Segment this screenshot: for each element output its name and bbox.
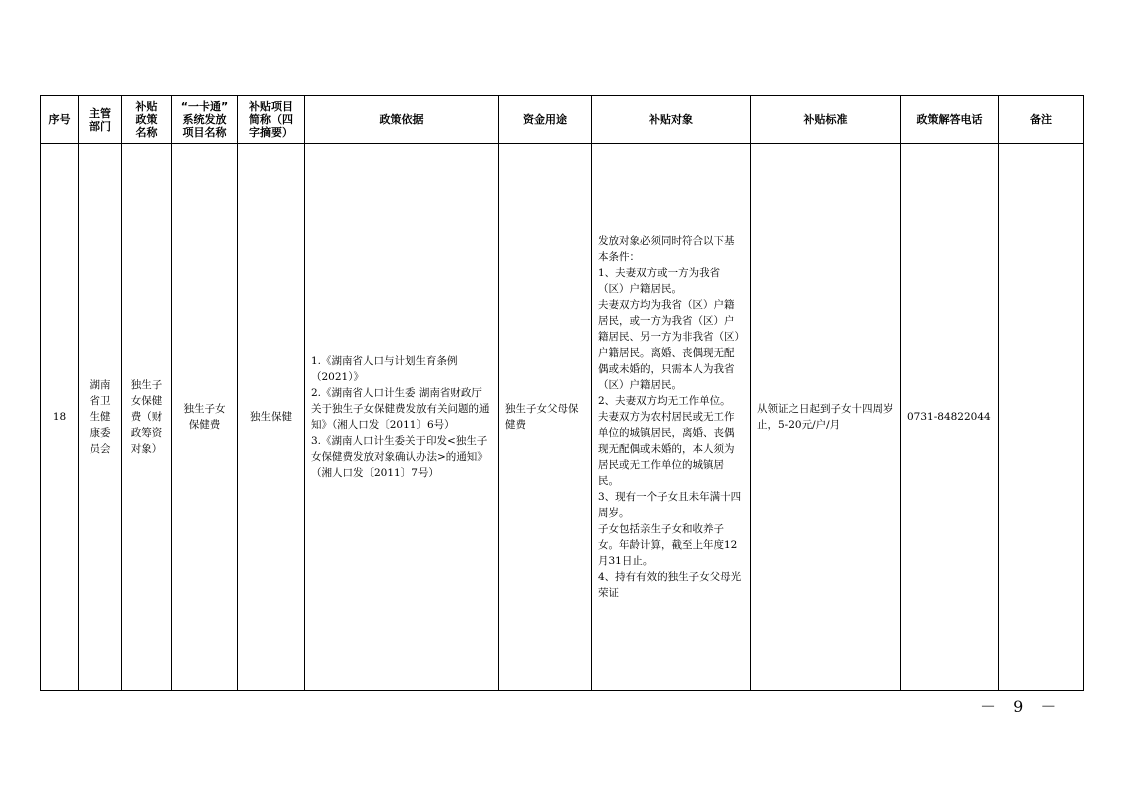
cell-seq: 18 — [41, 144, 79, 691]
header-standard: 补贴标准 — [751, 96, 901, 144]
header-phone: 政策解答电话 — [901, 96, 999, 144]
header-basis: 政策依据 — [305, 96, 499, 144]
cell-basis: 1.《湖南省人口与计划生育条例（2021）》 2.《湖南省人口计生委 湖南省财政厅关于独生子女保健费发放有关问题的通知》（湘人口发〔2011〕6号） 3.《湖南人口计生委关于印发<独生子女保健费发放对象确认办法>的通知》（湘人口发〔2011〕7号） — [305, 144, 499, 691]
header-target: 补贴对象 — [592, 96, 751, 144]
header-abbr: 补贴项目 简称（四 字摘要） — [238, 96, 305, 144]
cell-fund-use: 独生子女父母保健费 — [499, 144, 592, 691]
header-fund-use: 资金用途 — [499, 96, 592, 144]
cell-target: 发放对象必须同时符合以下基本条件： 1、夫妻双方或一方为我省（区）户籍居民。 夫妻双方均为我省（区）户籍居民，或一方为我省（区）户籍居民、另一方为非我省（区）户籍居民。离婚、丧偶现无配偶或未婚的，只需本人为我省（区）户籍居民。 2、夫妻双方均无工作单位。 夫妻双方为农村居民或无工作单位的城镇居民，离婚、丧偶现无配偶或未婚的，本人须为居民或无工作单位的城镇居民。 3、现有一个子女且未年满十四周岁。 子女包括亲生子女和收养子女。年龄计算，截至上年度12月31日止。 4、持有有效的独生子女父母光荣证 — [592, 144, 751, 691]
page-number: － 9 － — [980, 697, 1063, 716]
cell-policy-name: 独生子 女保健 费（财 政筹资 对象） — [122, 144, 172, 691]
cell-phone: 0731-84822044 — [901, 144, 999, 691]
header-remark: 备注 — [999, 96, 1084, 144]
cell-card-item: 独生子女 保健费 — [172, 144, 238, 691]
header-seq: 序号 — [41, 96, 79, 144]
cell-remark — [999, 144, 1084, 691]
header-row — [41, 96, 1084, 144]
cell-standard: 从领证之日起到子女十四周岁止，5-20元/户/月 — [751, 144, 901, 691]
cell-abbr: 独生保健 — [238, 144, 305, 691]
header-card-item: “一卡通” 系统发放 项目名称 — [172, 96, 238, 144]
header-policy-name: 补贴 政策 名称 — [122, 96, 172, 144]
policy-table — [40, 95, 1084, 691]
cell-dept: 湖南 省卫 生健 康委 员会 — [79, 144, 122, 691]
header-dept: 主管 部门 — [79, 96, 122, 144]
table-row — [41, 144, 1084, 691]
